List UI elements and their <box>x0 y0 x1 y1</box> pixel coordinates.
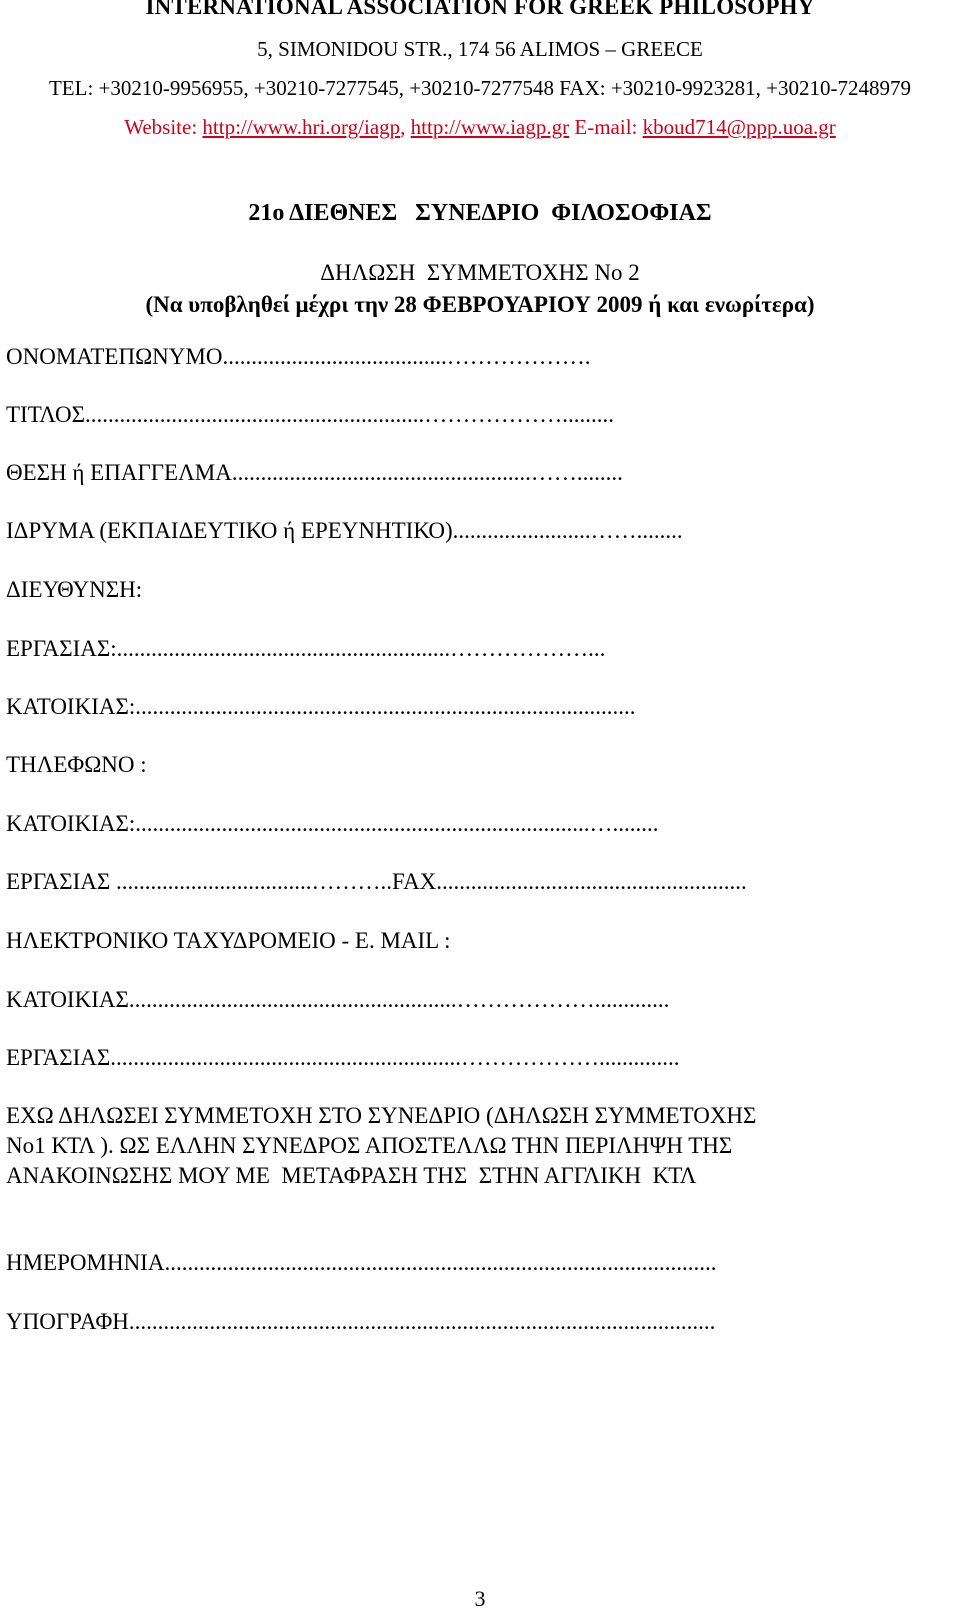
statement-line-1: ΕΧΩ ΔΗΛΩΣΕΙ ΣΥΜΜΕΤΟΧΗ ΣΤΟ ΣΥΝΕΔΡΙΟ (ΔΗΛΩΣΗ ΣΥΜΜΕΤΟΧΗΣ <box>6 1103 757 1128</box>
website-separator: , <box>400 115 406 139</box>
website-link-iagp[interactable]: http://www.iagp.gr <box>410 115 570 139</box>
field-institution: ΙΔΡΥΜΑ (ΕΚΠΑΙΔΕΥΤΙΚΟ ή ΕΡΕΥΝΗΤΙΚΟ)........................……........ <box>6 518 683 543</box>
field-position: ΘΕΣΗ ή ΕΠΑΓΓΕΛΜΑ....................................................……........ <box>6 460 623 485</box>
field-date: ΗΜΕΡΟΜΗΝΙΑ................................................................................................ <box>6 1250 717 1275</box>
field-address-home: ΚΑΤΟΙΚΙΑΣ:....................................................................................... <box>6 694 636 719</box>
field-signature: ΥΠΟΓΡΑΦΗ...................................................................................................... <box>6 1309 716 1334</box>
website-link-hri[interactable]: http://www.hri.org/iagp <box>202 115 401 139</box>
field-phone-home: ΚΑΤΟΙΚΙΑΣ:...............................................................................…........ <box>6 811 659 836</box>
phone-heading: ΤΗΛΕΦΩΝΟ : <box>6 752 147 777</box>
organization-phones: TEL: +30210-9956955, +30210-7277545, +30210-7277548 FAX: +30210-9923281, +30210-7248979 <box>48 76 912 100</box>
field-phone-work-fax: ΕΡΓΑΣΙΑΣ ..................................………..FAX...................................................... <box>6 869 747 894</box>
email-label: E-mail: <box>574 115 638 139</box>
contact-links <box>0 115 960 140</box>
website-label: Website: <box>124 115 198 139</box>
field-full-name: ΟΝΟΜΑΤΕΠΩΝΥΜΟ.......................................………………. <box>6 344 591 369</box>
field-email-home: ΚΑΤΟΙΚΙΑΣ.........................................................………………............. <box>6 987 670 1012</box>
declaration-title: ΔΗΛΩΣΗ ΣΥΜΜΕΤΟΧΗΣ Νο 2 <box>320 260 640 285</box>
organization-address: 5, SIMONIDOU STR., 174 56 ALIMOS – GREECE <box>257 37 703 61</box>
field-title: ΤΙΤΛΟΣ...........................................................………………......... <box>6 402 615 427</box>
submission-deadline: (Να υποβληθεί μέχρι την 28 ΦΕΒΡΟΥΑΡΙΟΥ 2009 ή και ενωρίτερα) <box>145 292 815 317</box>
email-link[interactable]: kboud714@ppp.uoa.gr <box>642 115 836 139</box>
address-heading: ΔΙΕΥΘΥΝΣΗ: <box>6 577 143 602</box>
conference-title: 21ο ΔΙΕΘΝΕΣ ΣΥΝΕΔΡΙΟ ΦΙΛΟΣΟΦΙΑΣ <box>248 200 712 226</box>
statement-line-2: Νο1 ΚΤΛ ). ΩΣ ΕΛΛΗΝ ΣΥΝΕΔΡΟΣ ΑΠΟΣΤΕΛΛΩ ΤΗΝ ΠΕΡΙΛΗΨΗ ΤΗΣ <box>6 1133 733 1158</box>
field-email-work: ΕΡΓΑΣΙΑΣ.............................................................……………….............. <box>6 1045 680 1070</box>
email-heading: ΗΛΕΚΤΡΟΝΙΚΟ ΤΑΧΥΔΡΟΜΕΙΟ - E. MAIL : <box>6 928 451 953</box>
page-number: 3 <box>474 1586 486 1611</box>
statement-line-3: ΑΝΑΚΟΙΝΩΣΗΣ ΜΟΥ ΜΕ ΜΕΤΑΦΡΑΣΗ ΤΗΣ ΣΤΗΝ ΑΓΓΛΙΚΗ ΚΤΛ <box>6 1163 697 1188</box>
field-address-work: ΕΡΓΑΣΙΑΣ:..........................................................………………... <box>6 636 606 661</box>
organization-name: INTERNATIONAL ASSOCIATION FOR GREEK PHILOSOPHY <box>145 0 815 19</box>
